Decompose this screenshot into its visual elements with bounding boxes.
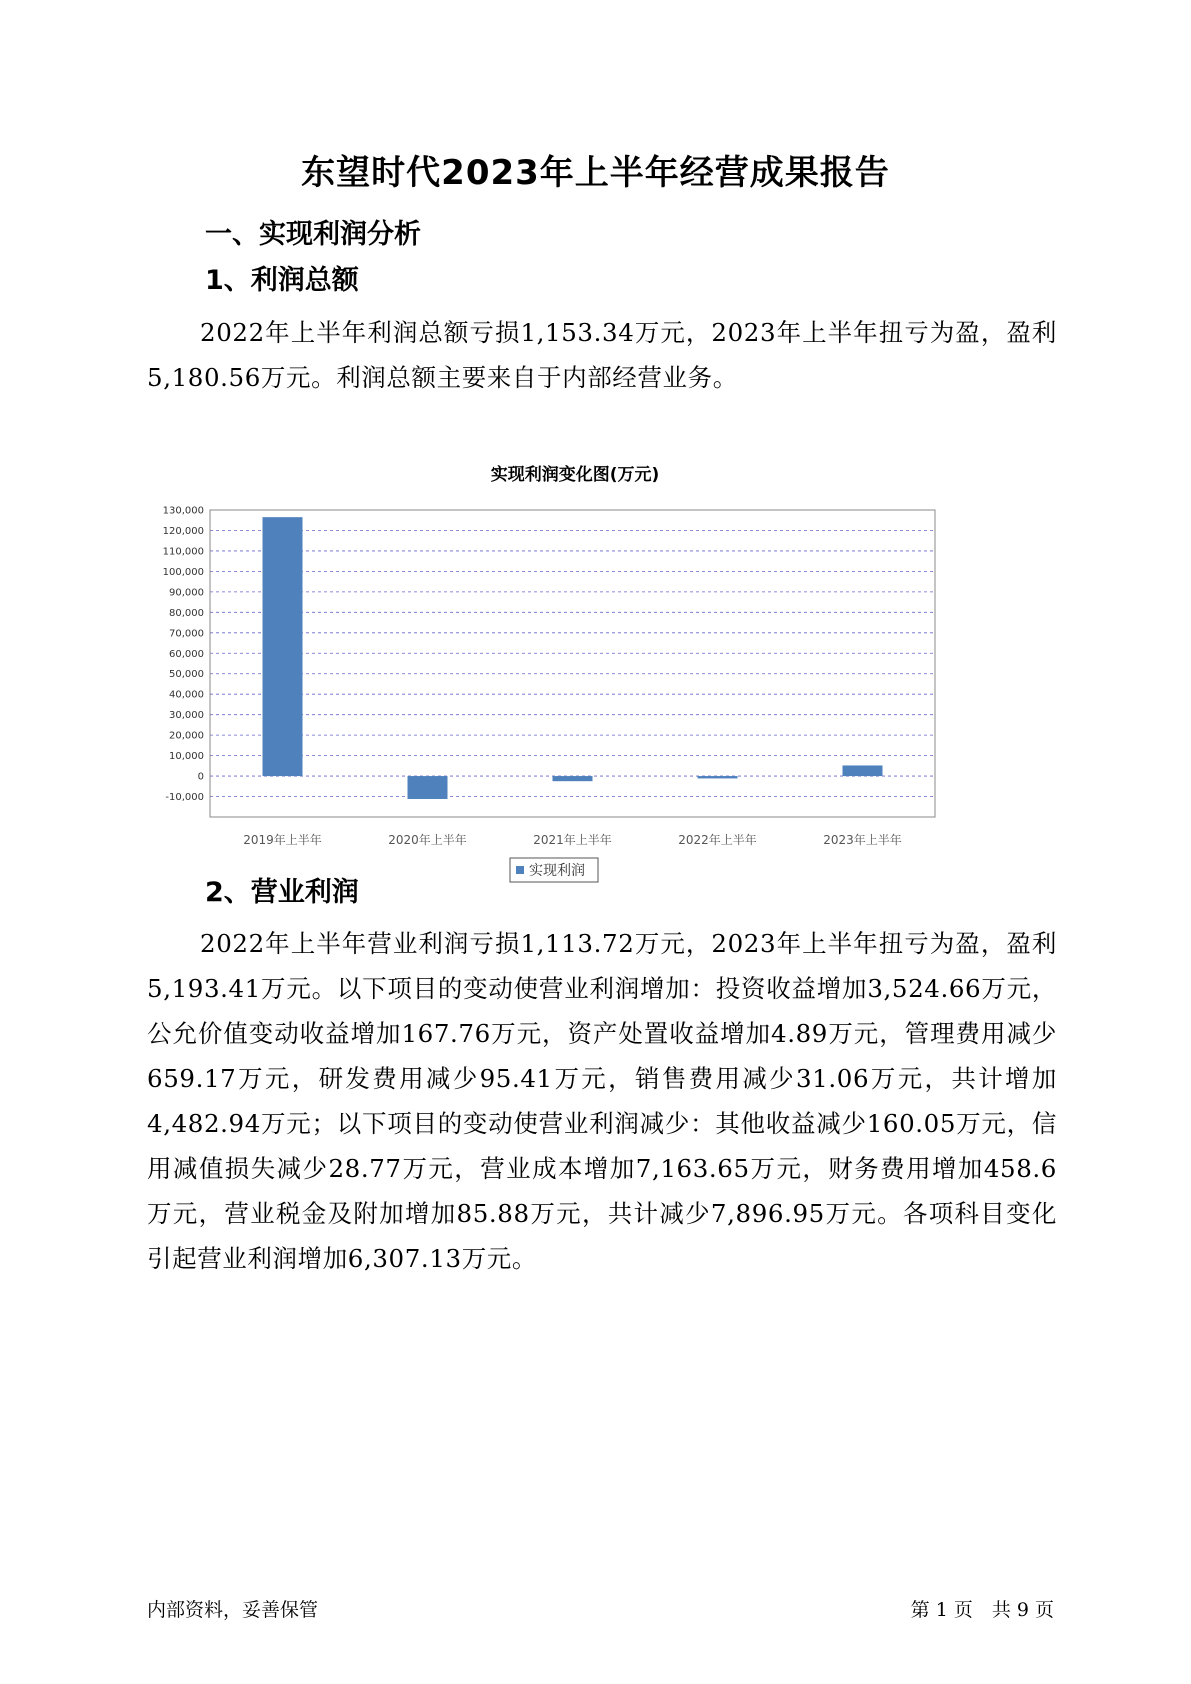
y-tick-label: 90,000 — [169, 587, 204, 599]
y-tick-label: 0 — [197, 771, 204, 783]
y-tick-label: 20,000 — [169, 730, 204, 742]
y-tick-label: 70,000 — [169, 628, 204, 640]
y-tick-label: 80,000 — [169, 607, 204, 619]
plot-area-frame — [210, 510, 935, 817]
bar-3 — [553, 776, 593, 781]
paragraph-operating-profit: 2022年上半年营业利润亏损1,113.72万元，2023年上半年扭亏为盈，盈利5,193.41万元。以下项目的变动使营业利润增加：投资收益增加3,524.66万元，公允价值变动收益增加167.76万元，资产处置收益增加4.89万元，管理费用减少659.17万元，研发费用减少95.41万元，销售费用减少31.06万元，共计增加4,482.94万元；以下项目的变动使营业利润减少：其他收益减少160.05万元，信用减值损失减少28.77万元，营业成本增加7,163.65万元，财务费用增加458.6万元，营业税金及附加增加85.88万元，共计减少7,896.95万元。各项科目变化引起营业利润增加6,307.13万元。 — [147, 929, 1057, 1273]
legend-swatch — [516, 866, 524, 874]
y-tick-label: 100,000 — [162, 566, 204, 578]
x-tick-label: 2020年上半年 — [388, 833, 467, 847]
y-tick-label: 60,000 — [169, 648, 204, 660]
bar-5 — [843, 765, 883, 776]
chart-title: 实现利润变化图(万元) — [490, 465, 660, 485]
x-tick-label: 2021年上半年 — [533, 833, 612, 847]
page-title: 东望时代2023年上半年经营成果报告 — [301, 153, 890, 193]
y-tick-label: 120,000 — [162, 525, 204, 537]
footer-confidential-note: 内部资料，妥善保管 — [147, 1599, 319, 1621]
x-tick-label: 2022年上半年 — [678, 833, 757, 847]
x-tick-label: 2019年上半年 — [243, 833, 322, 847]
chart-svg — [150, 450, 1040, 910]
subsection-heading-total-profit: 1、利润总额 — [205, 265, 359, 296]
y-tick-label: 130,000 — [162, 505, 204, 517]
paragraph-total-profit: 2022年上半年利润总额亏损1,153.34万元，2023年上半年扭亏为盈，盈利5,180.56万元。利润总额主要来自于内部经营业务。 — [147, 318, 1057, 392]
bar-1 — [263, 517, 303, 776]
subsection-heading-operating-profit: 2、营业利润 — [205, 877, 359, 908]
section-heading-profit-analysis: 一、实现利润分析 — [205, 219, 421, 250]
y-tick-label: 40,000 — [169, 689, 204, 701]
x-axis-ticks — [243, 832, 902, 847]
profit-bar-chart — [150, 450, 1040, 910]
bar-4 — [698, 776, 738, 778]
footer-page-number: 第 1 页 共 9 页 — [910, 1599, 1054, 1621]
y-tick-label: 110,000 — [162, 546, 204, 558]
chart-gridlines — [210, 510, 935, 797]
y-tick-label: 50,000 — [169, 669, 204, 681]
bar-2 — [408, 776, 448, 799]
y-tick-label: 10,000 — [169, 751, 204, 763]
chart-legend — [510, 858, 598, 882]
x-tick-label: 2023年上半年 — [823, 833, 902, 847]
legend-label: 实现利润 — [529, 863, 585, 879]
y-tick-label: 30,000 — [169, 710, 204, 722]
chart-bars — [263, 517, 883, 799]
y-tick-label: -10,000 — [165, 792, 204, 804]
y-axis-ticks — [163, 506, 204, 804]
